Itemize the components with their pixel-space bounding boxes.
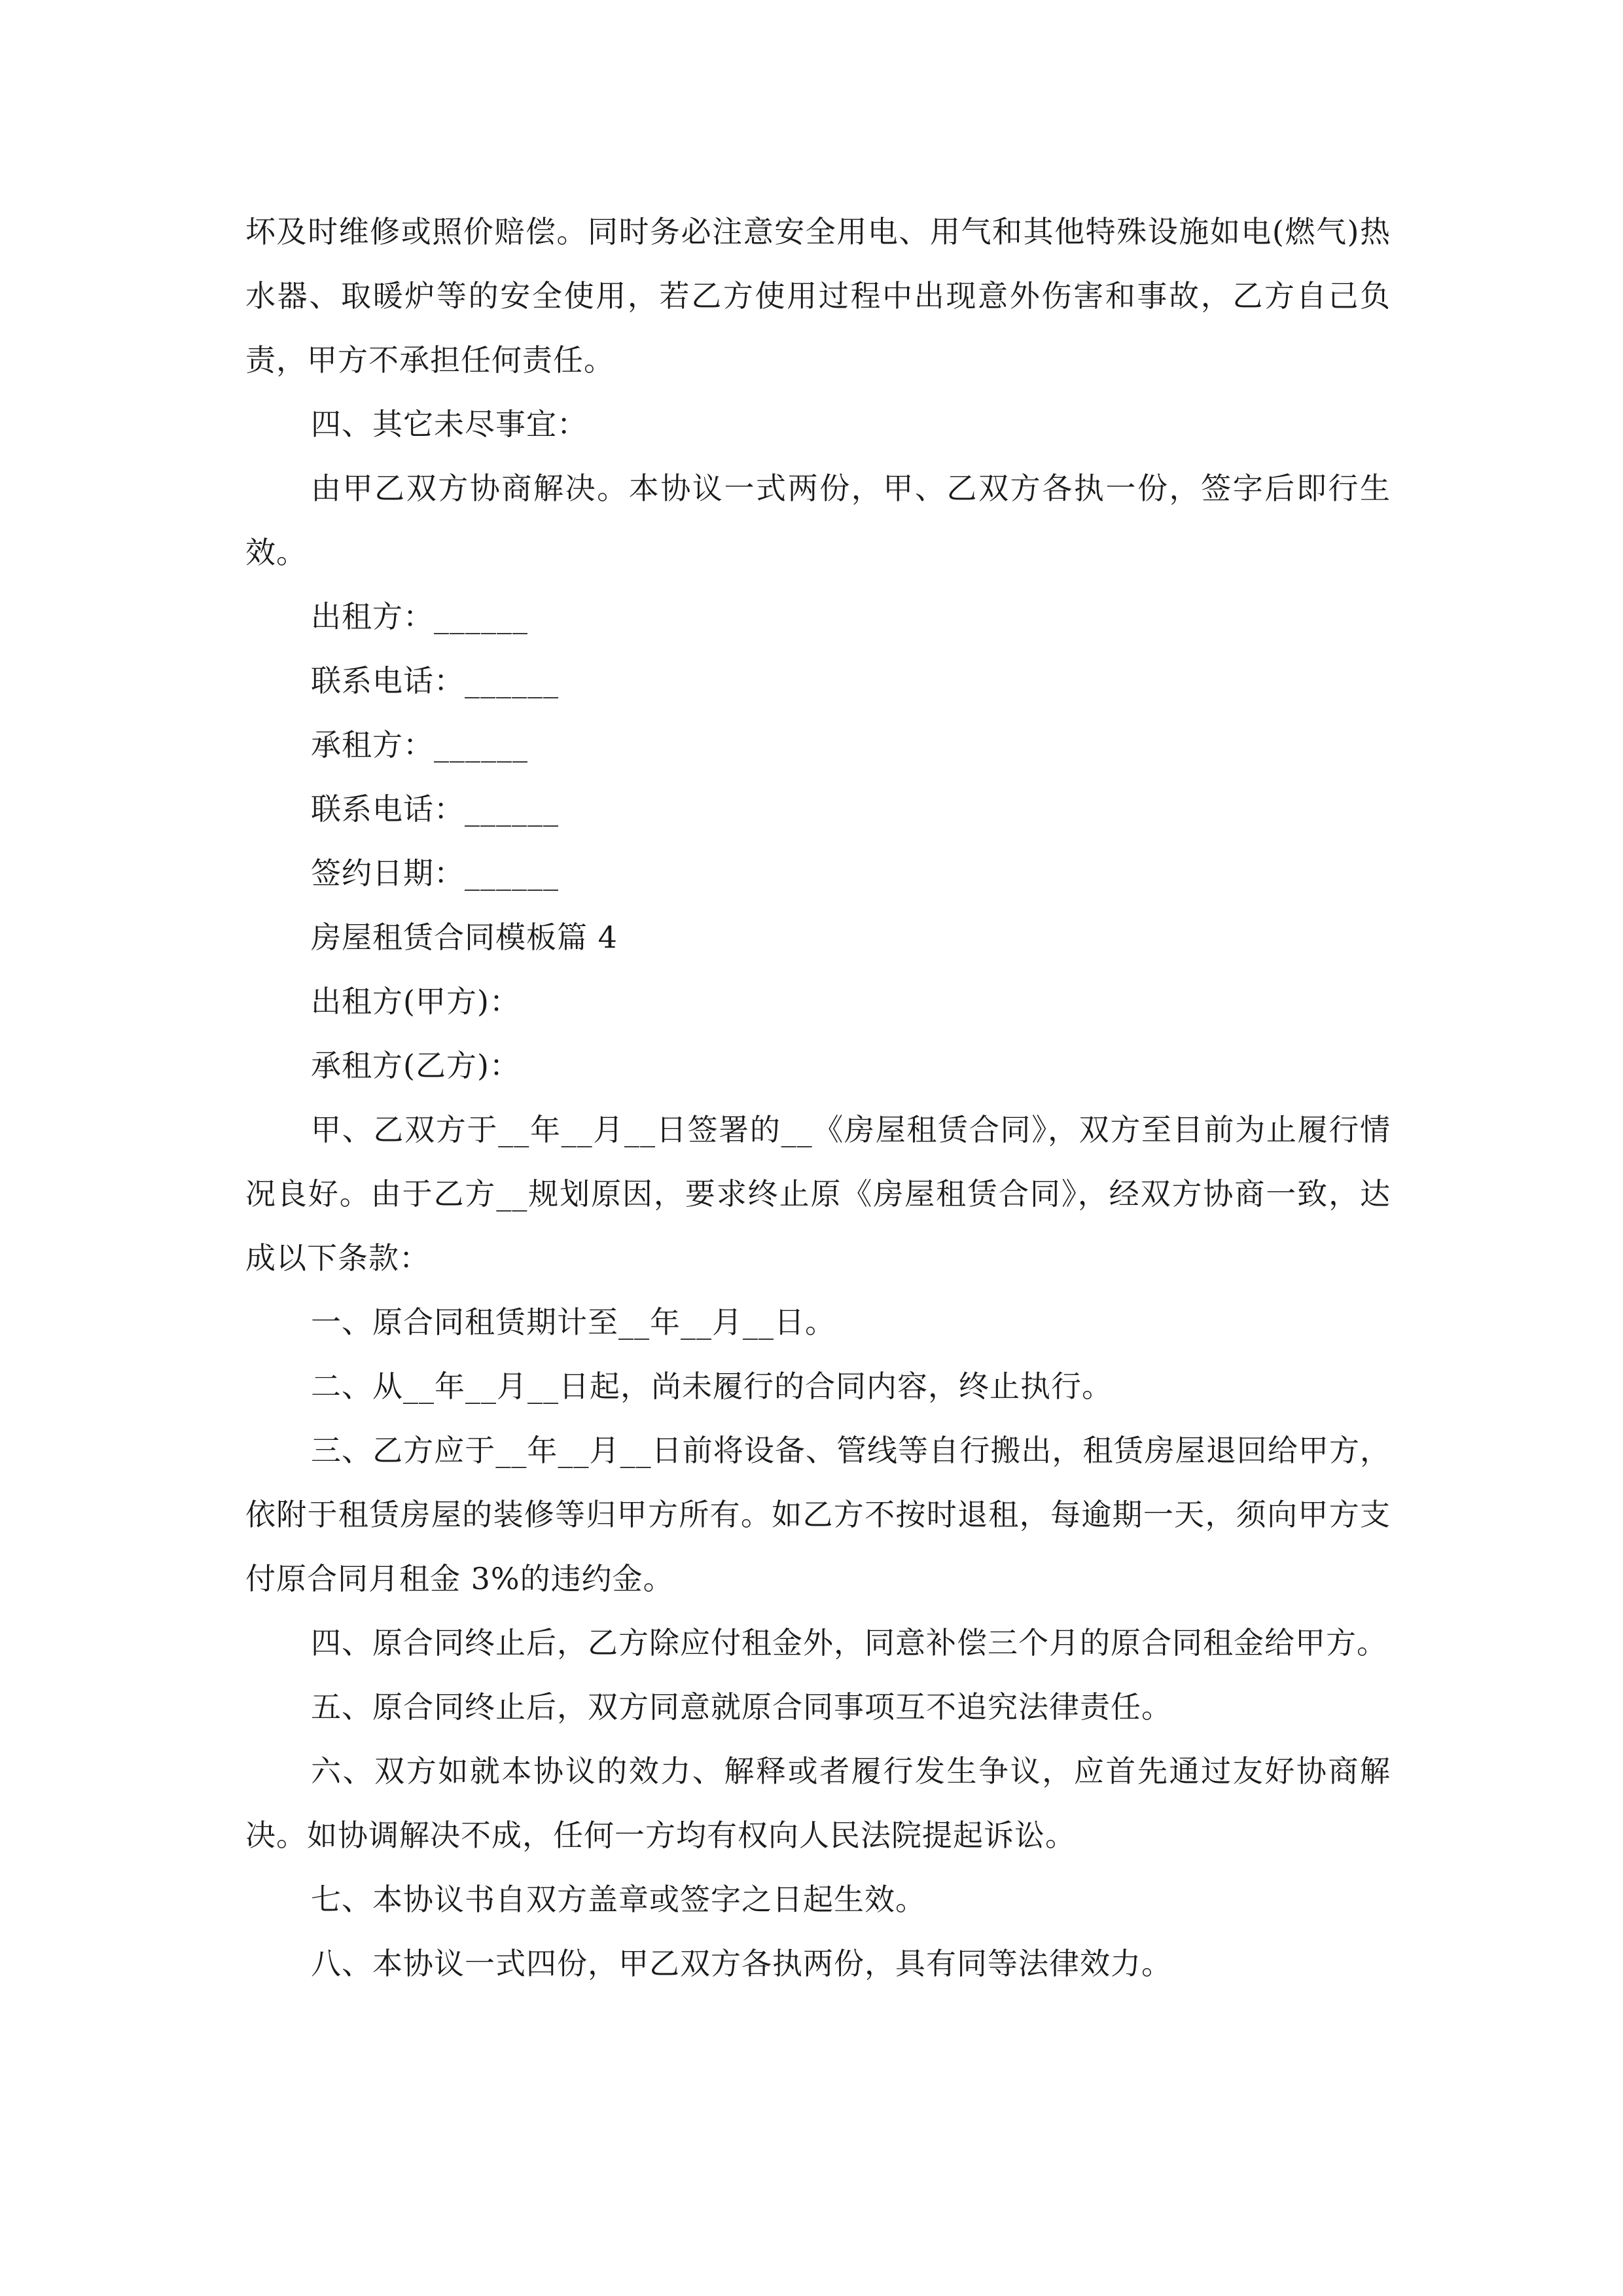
signature-lessee: 承租方：______ — [311, 727, 528, 762]
clause-4: 四、原合同终止后，乙方除应付租金外，同意补偿三个月的原合同租金给甲方。 — [311, 1625, 1387, 1660]
paragraph-other-matters-body: 由甲乙双方协商解决。本协议一式两份，甲、乙双方各执一份，签字后即行生效。 — [245, 471, 1391, 570]
clause-2: 二、从__年__月__日起，尚未履行的合同内容，终止执行。 — [311, 1369, 1113, 1404]
paragraph-preamble: 甲、乙双方于__年__月__日签署的__《房屋租赁合同》，双方至目前为止履行情况良好。由于乙方__规划原因，要求终止原《房屋租赁合同》，经双方协商一致，达成以下条款： — [245, 1112, 1391, 1276]
signature-lessee-phone: 联系电话：______ — [311, 791, 559, 827]
signature-lessor-phone: 联系电话：______ — [311, 663, 559, 698]
clause-6: 六、双方如就本协议的效力、解释或者履行发生争议，应首先通过友好协商解决。如协调解决不成，任何一方均有权向人民法院提起诉讼。 — [245, 1753, 1391, 1853]
document-body — [245, 200, 1391, 1996]
clause-7: 七、本协议书自双方盖章或签字之日起生效。 — [311, 1882, 926, 1917]
clause-5: 五、原合同终止后，双方同意就原合同事项互不追究法律责任。 — [311, 1689, 1172, 1725]
party-b-line: 承租方(乙方)： — [311, 1048, 520, 1083]
section-title-template-4: 房屋租赁合同模板篇 4 — [311, 920, 618, 955]
paragraph-other-matters-heading: 四、其它未尽事宜： — [311, 406, 588, 442]
signature-lessor: 出租方：______ — [311, 599, 528, 634]
paragraph-continued-liability: 坏及时维修或照价赔偿。同时务必注意安全用电、用气和其他特殊设施如电(燃气)热水器、取暖炉等的安全使用，若乙方使用过程中出现意外伤害和事故，乙方自己负责，甲方不承担任何责任。 — [245, 214, 1391, 378]
clause-3: 三、乙方应于__年__月__日前将设备、管线等自行搬出，租赁房屋退回给甲方，依附于租赁房屋的装修等归甲方所有。如乙方不按时退租，每逾期一天，须向甲方支付原合同月租金 3%的违约金。 — [245, 1433, 1391, 1596]
party-a-line: 出租方(甲方)： — [311, 984, 520, 1019]
clause-1: 一、原合同租赁期计至__年__月__日。 — [311, 1304, 836, 1340]
signature-date: 签约日期：______ — [311, 855, 559, 891]
clause-8: 八、本协议一式四份，甲乙双方各执两份，具有同等法律效力。 — [311, 1946, 1172, 1981]
